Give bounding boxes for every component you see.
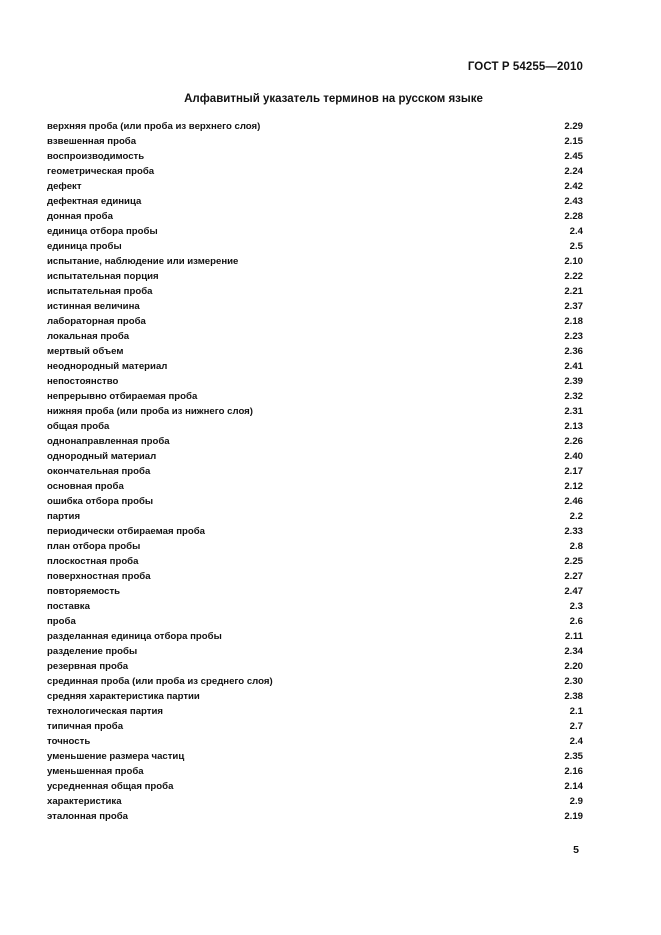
index-entry xyxy=(47,284,583,299)
index-term: испытательная порция xyxy=(47,271,159,282)
index-entry xyxy=(47,794,583,809)
index-term: окончательная проба xyxy=(47,466,151,477)
index-entry xyxy=(47,614,583,629)
index-term: технологическая партия xyxy=(47,706,163,717)
index-reference: 2.4 xyxy=(569,226,583,237)
index-reference: 2.23 xyxy=(564,331,583,342)
index-reference: 2.30 xyxy=(564,676,583,687)
index-reference: 2.18 xyxy=(564,316,583,327)
index-term: поверхностная проба xyxy=(47,571,151,582)
index-entry xyxy=(47,719,583,734)
index-reference: 2.17 xyxy=(564,466,583,477)
index-entry xyxy=(47,509,583,524)
index-entry xyxy=(47,344,583,359)
index-reference: 2.11 xyxy=(564,631,583,642)
index-term: план отбора пробы xyxy=(47,541,141,552)
index-entry xyxy=(47,254,583,269)
index-term: повторяемость xyxy=(47,586,121,597)
index-reference: 2.28 xyxy=(564,211,583,222)
index-reference: 2.21 xyxy=(564,286,583,297)
index-entry xyxy=(47,299,583,314)
index-entry xyxy=(47,419,583,434)
index-reference: 2.31 xyxy=(564,406,583,417)
index-reference: 2.41 xyxy=(564,361,583,372)
index-entry xyxy=(47,209,583,224)
index-term: неоднородный материал xyxy=(47,361,168,372)
index-term: непостоянство xyxy=(47,376,119,387)
index-reference: 2.19 xyxy=(564,811,583,822)
index-term: испытательная проба xyxy=(47,286,153,297)
index-reference: 2.35 xyxy=(564,751,583,762)
index-entry xyxy=(47,179,583,194)
index-term: разделение пробы xyxy=(47,646,138,657)
index-reference: 2.22 xyxy=(564,271,583,282)
index-term: локальная проба xyxy=(47,331,130,342)
index-reference: 2.45 xyxy=(564,151,583,162)
index-reference: 2.26 xyxy=(564,436,583,447)
index-term: срединная проба (или проба из среднего слоя) xyxy=(47,676,273,687)
index-reference: 2.33 xyxy=(564,526,583,537)
index-reference: 2.46 xyxy=(564,496,583,507)
index-reference: 2.1 xyxy=(569,706,583,717)
index-reference: 2.20 xyxy=(564,661,583,672)
index-term: характеристика xyxy=(47,796,122,807)
index-reference: 2.15 xyxy=(564,136,583,147)
index-term: геометрическая проба xyxy=(47,166,155,177)
index-entry xyxy=(47,314,583,329)
index-entry xyxy=(47,119,583,134)
index-entry xyxy=(47,764,583,779)
index-entry xyxy=(47,644,583,659)
index-reference: 2.34 xyxy=(564,646,583,657)
index-entry xyxy=(47,449,583,464)
index-reference: 2.42 xyxy=(564,181,583,192)
index-term: истинная величина xyxy=(47,301,140,312)
page-number: 5 xyxy=(573,844,579,856)
index-term: разделанная единица отбора пробы xyxy=(47,631,222,642)
index-entry xyxy=(47,749,583,764)
index-reference: 2.24 xyxy=(564,166,583,177)
index-entry xyxy=(47,164,583,179)
index-entry xyxy=(47,629,583,644)
index-term: лабораторная проба xyxy=(47,316,146,327)
index-entry xyxy=(47,689,583,704)
index-term: уменьшение размера частиц xyxy=(47,751,185,762)
index-reference: 2.10 xyxy=(564,256,583,267)
index-term: эталонная проба xyxy=(47,811,128,822)
index-reference: 2.12 xyxy=(564,481,583,492)
index-reference: 2.27 xyxy=(564,571,583,582)
index-entry xyxy=(47,539,583,554)
index-reference: 2.13 xyxy=(564,421,583,432)
index-reference: 2.8 xyxy=(569,541,583,552)
index-reference: 2.39 xyxy=(564,376,583,387)
index-term: верхняя проба (или проба из верхнего слоя) xyxy=(47,121,261,132)
index-entry xyxy=(47,554,583,569)
index-term: усредненная общая проба xyxy=(47,781,174,792)
index-term: общая проба xyxy=(47,421,110,432)
index-term: уменьшенная проба xyxy=(47,766,144,777)
index-entry xyxy=(47,494,583,509)
index-term: донная проба xyxy=(47,211,113,222)
index-reference: 2.5 xyxy=(569,241,583,252)
index-entry xyxy=(47,239,583,254)
index-entry xyxy=(47,479,583,494)
index-entry xyxy=(47,134,583,149)
index-term: партия xyxy=(47,511,81,522)
index-entry xyxy=(47,434,583,449)
index-term: дефектная единица xyxy=(47,196,142,207)
index-term: средняя характеристика партии xyxy=(47,691,200,702)
index-term: ошибка отбора пробы xyxy=(47,496,154,507)
index-reference: 2.32 xyxy=(564,391,583,402)
index-entry xyxy=(47,779,583,794)
index-entry xyxy=(47,599,583,614)
index-entry xyxy=(47,359,583,374)
index-reference: 2.47 xyxy=(564,586,583,597)
index-term: единица пробы xyxy=(47,241,122,252)
index-term: резервная проба xyxy=(47,661,129,672)
index-term: дефект xyxy=(47,181,82,192)
index-entry xyxy=(47,269,583,284)
index-reference: 2.37 xyxy=(564,301,583,312)
index-term: основная проба xyxy=(47,481,124,492)
index-reference: 2.7 xyxy=(569,721,583,732)
index-reference: 2.40 xyxy=(564,451,583,462)
index-entry xyxy=(47,734,583,749)
index-reference: 2.2 xyxy=(569,511,583,522)
index-entry xyxy=(47,224,583,239)
index-term: плоскостная проба xyxy=(47,556,139,567)
index-term: проба xyxy=(47,616,76,627)
index-reference: 2.43 xyxy=(564,196,583,207)
index-term: однонаправленная проба xyxy=(47,436,170,447)
index-entry xyxy=(47,149,583,164)
index-reference: 2.6 xyxy=(569,616,583,627)
index-term: поставка xyxy=(47,601,90,612)
index-entry xyxy=(47,374,583,389)
index-entry xyxy=(47,584,583,599)
index-title: Алфавитный указатель терминов на русском языке xyxy=(184,93,483,105)
index-reference: 2.25 xyxy=(564,556,583,567)
index-entry xyxy=(47,329,583,344)
index-entry xyxy=(47,704,583,719)
index-entry xyxy=(47,404,583,419)
index-reference: 2.29 xyxy=(564,121,583,132)
index-entry xyxy=(47,569,583,584)
index-reference: 2.9 xyxy=(569,796,583,807)
index-reference: 2.16 xyxy=(564,766,583,777)
index-reference: 2.4 xyxy=(569,736,583,747)
index-entry xyxy=(47,389,583,404)
document-code: ГОСТ Р 54255—2010 xyxy=(467,61,583,73)
index-entry xyxy=(47,524,583,539)
index-term: непрерывно отбираемая проба xyxy=(47,391,198,402)
index-term: единица отбора пробы xyxy=(47,226,158,237)
index-term: типичная проба xyxy=(47,721,124,732)
index-reference: 2.3 xyxy=(569,601,583,612)
index-entry xyxy=(47,659,583,674)
index-term: периодически отбираемая проба xyxy=(47,526,205,537)
index-reference: 2.14 xyxy=(564,781,583,792)
index-reference: 2.36 xyxy=(564,346,583,357)
index-term: испытание, наблюдение или измерение xyxy=(47,256,239,267)
index-reference: 2.38 xyxy=(564,691,583,702)
index-entry xyxy=(47,464,583,479)
term-index-list xyxy=(47,119,583,824)
index-term: взвешенная проба xyxy=(47,136,137,147)
index-term: однородный материал xyxy=(47,451,157,462)
index-entry xyxy=(47,194,583,209)
index-term: точность xyxy=(47,736,91,747)
index-term: воспроизводимость xyxy=(47,151,145,162)
index-term: нижняя проба (или проба из нижнего слоя) xyxy=(47,406,253,417)
index-entry xyxy=(47,809,583,824)
index-term: мертвый объем xyxy=(47,346,124,357)
index-entry xyxy=(47,674,583,689)
